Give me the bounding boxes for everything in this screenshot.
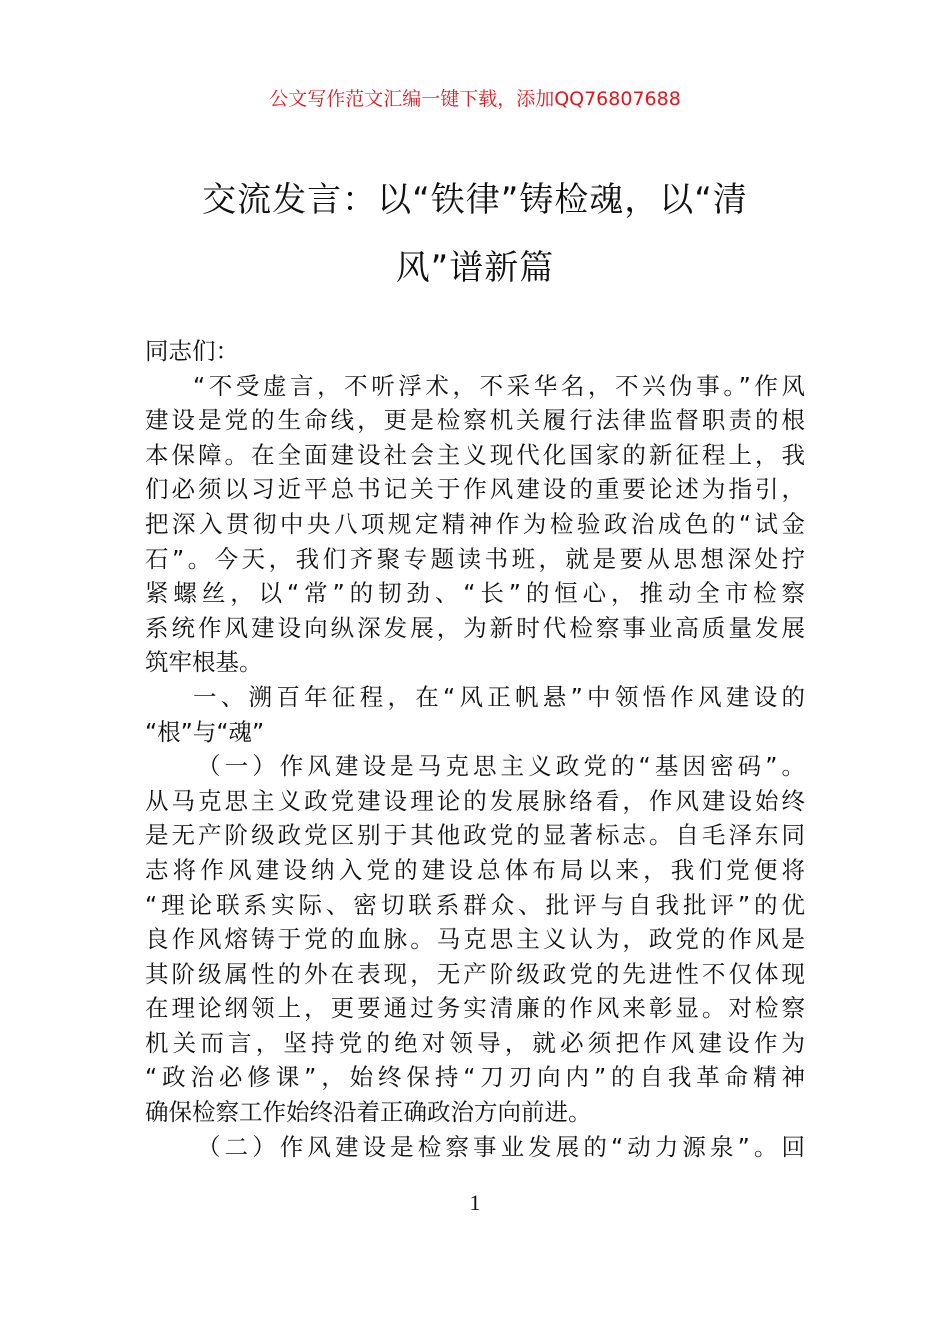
- text-line: 建设是党的生命线，更是检察机关履行法律监督职责的根: [145, 406, 805, 435]
- text-line: 在理论纲领上，更要通过务实清廉的作风来彰显。对检察: [145, 994, 805, 1023]
- text-line: 们必须以习近平总书记关于作风建设的重要论述为指引，: [145, 475, 805, 504]
- text-line: 本保障。在全面建设社会主义现代化国家的新征程上，我: [145, 440, 805, 469]
- document-body: [145, 334, 805, 1164]
- subsection-heading: （一）作风建设是马克思主义政党的“基因密码”。: [197, 752, 805, 781]
- section-heading: “根”与“魂”: [145, 717, 265, 746]
- text-line: 石”。今天，我们齐聚专题读书班，就是要从思想深处拧: [145, 544, 805, 573]
- text-line: 志将作风建设纳入党的建设总体布局以来，我们党便将: [145, 855, 805, 884]
- section-heading: 一、溯百年征程，在“风正帆悬”中领悟作风建设的: [193, 682, 805, 711]
- text-line: “理论联系实际、密切联系群众、批评与自我批评”的优: [145, 890, 805, 919]
- text-line: 是无产阶级政党区别于其他政党的显著标志。自毛泽东同: [145, 821, 805, 850]
- watermark-header: 公文写作范文汇编一键下载，添加QQ76807688: [269, 88, 681, 110]
- text-line: 把深入贯彻中央八项规定精神作为检验政治成色的“试金: [145, 509, 805, 538]
- text-line: 筑牢根基。: [145, 648, 263, 677]
- salutation: 同志们：: [145, 337, 239, 365]
- subsection-heading: （二）作风建设是检察事业发展的“动力源泉”。回: [197, 1132, 805, 1161]
- text-line: 系统作风建设向纵深发展，为新时代检察事业高质量发展: [145, 613, 805, 642]
- text-line: 良作风熔铸于党的血脉。马克思主义认为，政党的作风是: [145, 925, 805, 954]
- title-line-1: 交流发言：以“铁律”铸检魂，以“清: [202, 180, 748, 220]
- page-number: 1: [469, 1190, 481, 1215]
- text-line: “不受虚言，不听浮术，不采华名，不兴伪事。”作风: [193, 371, 805, 400]
- text-line: 机关而言，坚持党的绝对领导，就必须把作风建设作为: [145, 1028, 805, 1057]
- title-line-2: 风”谱新篇: [395, 248, 555, 288]
- text-line: 其阶级属性的外在表现，无产阶级政党的先进性不仅体现: [145, 959, 805, 988]
- text-line: 紧螺丝，以“常”的韧劲、“长”的恒心，推动全市检察: [145, 579, 805, 608]
- text-line: 确保检察工作始终沿着正确政治方向前进。: [145, 1098, 592, 1127]
- text-line: 从马克思主义政党建设理论的发展脉络看，作风建设始终: [145, 786, 805, 815]
- text-line: “政治必修课”，始终保持“刀刃向内”的自我革命精神: [145, 1063, 805, 1092]
